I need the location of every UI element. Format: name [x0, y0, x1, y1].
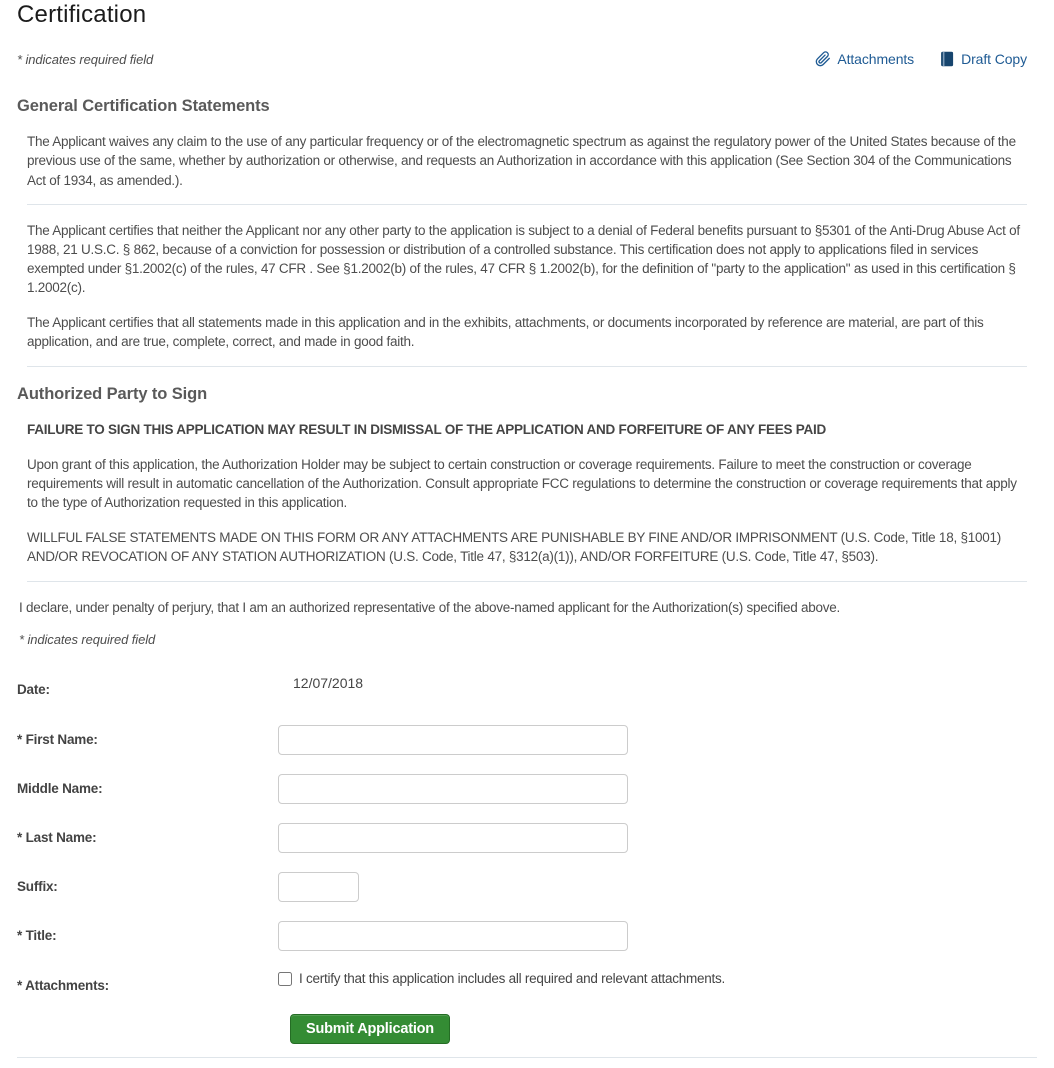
general-paragraph-3: The Applicant certifies that all statements made in this application and in the exhibits, attachments, or documents incorporated by reference are material, are part of this application, and are true, complete, correct, and made in good faith.	[27, 315, 984, 350]
general-paragraph-2: The Applicant certifies that neither the Applicant nor any other party to the application is subject to a denial of Federal benefits pursuant to §5301 of the Anti-Drug Abuse Act of 1988, 21 U.S.C. § 862, because of a conviction for possession or distribution of a controlled substance. This certification does not apply to applications filed in services exempted under §1.2002(c) of the rules, 47 CFR . See §1.2002(b) of the rules, 47 CFR § 1.2002(b), for the definition of "party to the application" as used in this certification § 1.2002(c).	[27, 222, 1020, 296]
title-input[interactable]	[278, 921, 628, 951]
last-name-label: * Last Name:	[17, 830, 97, 846]
submit-row	[17, 1014, 1027, 1044]
required-field-note-2: * indicates required field	[19, 631, 156, 647]
attachments-certify-checkbox[interactable]	[278, 972, 292, 986]
date-label: Date:	[17, 682, 50, 698]
general-paragraph-1: The Applicant waives any claim to the use of any particular frequency or of the electromagnetic spectrum as against the regulatory power of the United States because of the previous use of the same, whether by authorization or otherwise, and requests an Authorization in accordance with this application (See Section 304 of the Communications Act of 1934, as amended.).	[27, 134, 1016, 188]
suffix-row	[17, 872, 1027, 902]
attachments-link[interactable]	[815, 51, 914, 67]
attachments-certify-text: I certify that this application includes all required and relevant attachments.	[299, 970, 725, 986]
first-name-row	[17, 725, 1027, 755]
title-row	[17, 921, 1027, 951]
toolbar-links	[815, 51, 1027, 67]
middle-name-label: Middle Name:	[17, 781, 103, 797]
divider	[27, 366, 1027, 367]
declaration-text: I declare, under penalty of perjury, that I am an authorized representative of the above-named applicant for the Authorization(s) specified above.	[19, 599, 841, 615]
draft-copy-link[interactable]	[940, 51, 1027, 67]
meta-row	[17, 51, 1027, 67]
authorized-paragraph-1: Upon grant of this application, the Authorization Holder may be subject to certain construction or coverage requirements. Failure to meet the construction or coverage requirements will result in automatic cancellation of the Authorization. Consult appropriate FCC regulations to determine the construction or coverage requirements that apply to the type of Authorization requested in this application.	[27, 456, 1017, 511]
authorized-paragraph-2: WILLFUL FALSE STATEMENTS MADE ON THIS FORM OR ANY ATTACHMENTS ARE PUNISHABLE BY FINE AND/OR IMPRISONMENT (U.S. Code, Title 18, §1001) AND/OR REVOCATION OF ANY STATION AUTHORIZATION (U.S. Code, Title 47, §312(a)(1)), AND/OR FORFEITURE (U.S. Code, Title 47, §503).	[27, 530, 1001, 565]
bottom-divider	[17, 1057, 1037, 1058]
suffix-label: Suffix:	[17, 879, 58, 895]
failure-to-sign-warning: FAILURE TO SIGN THIS APPLICATION MAY RESULT IN DISMISSAL OF THE APPLICATION AND FORFEITURE OF ANY FEES PAID	[27, 421, 827, 437]
required-field-note: * indicates required field	[17, 51, 154, 67]
middle-name-input[interactable]	[278, 774, 628, 804]
divider	[27, 581, 1027, 582]
attachments-label: * Attachments:	[17, 977, 109, 993]
title-label: * Title:	[17, 928, 57, 944]
date-row	[17, 673, 1027, 707]
suffix-input[interactable]	[278, 872, 359, 902]
date-value: 12/07/2018	[293, 674, 364, 691]
general-certification-heading: General Certification Statements	[17, 97, 270, 116]
draft-copy-link-label: Draft Copy	[961, 51, 1027, 68]
first-name-label: * First Name:	[17, 732, 98, 748]
paperclip-icon	[815, 51, 831, 67]
authorized-party-heading: Authorized Party to Sign	[17, 384, 208, 403]
middle-name-row	[17, 774, 1027, 804]
attachments-row	[17, 970, 1027, 1000]
submit-application-button[interactable]: Submit Application	[290, 1014, 450, 1044]
attachments-link-label: Attachments	[837, 51, 915, 68]
draft-copy-icon	[940, 51, 955, 67]
last-name-row	[17, 823, 1027, 853]
page-title: Certification	[17, 1, 147, 28]
certification-form	[17, 673, 1027, 1044]
divider	[27, 204, 1027, 205]
first-name-input[interactable]	[278, 725, 628, 755]
last-name-input[interactable]	[278, 823, 628, 853]
